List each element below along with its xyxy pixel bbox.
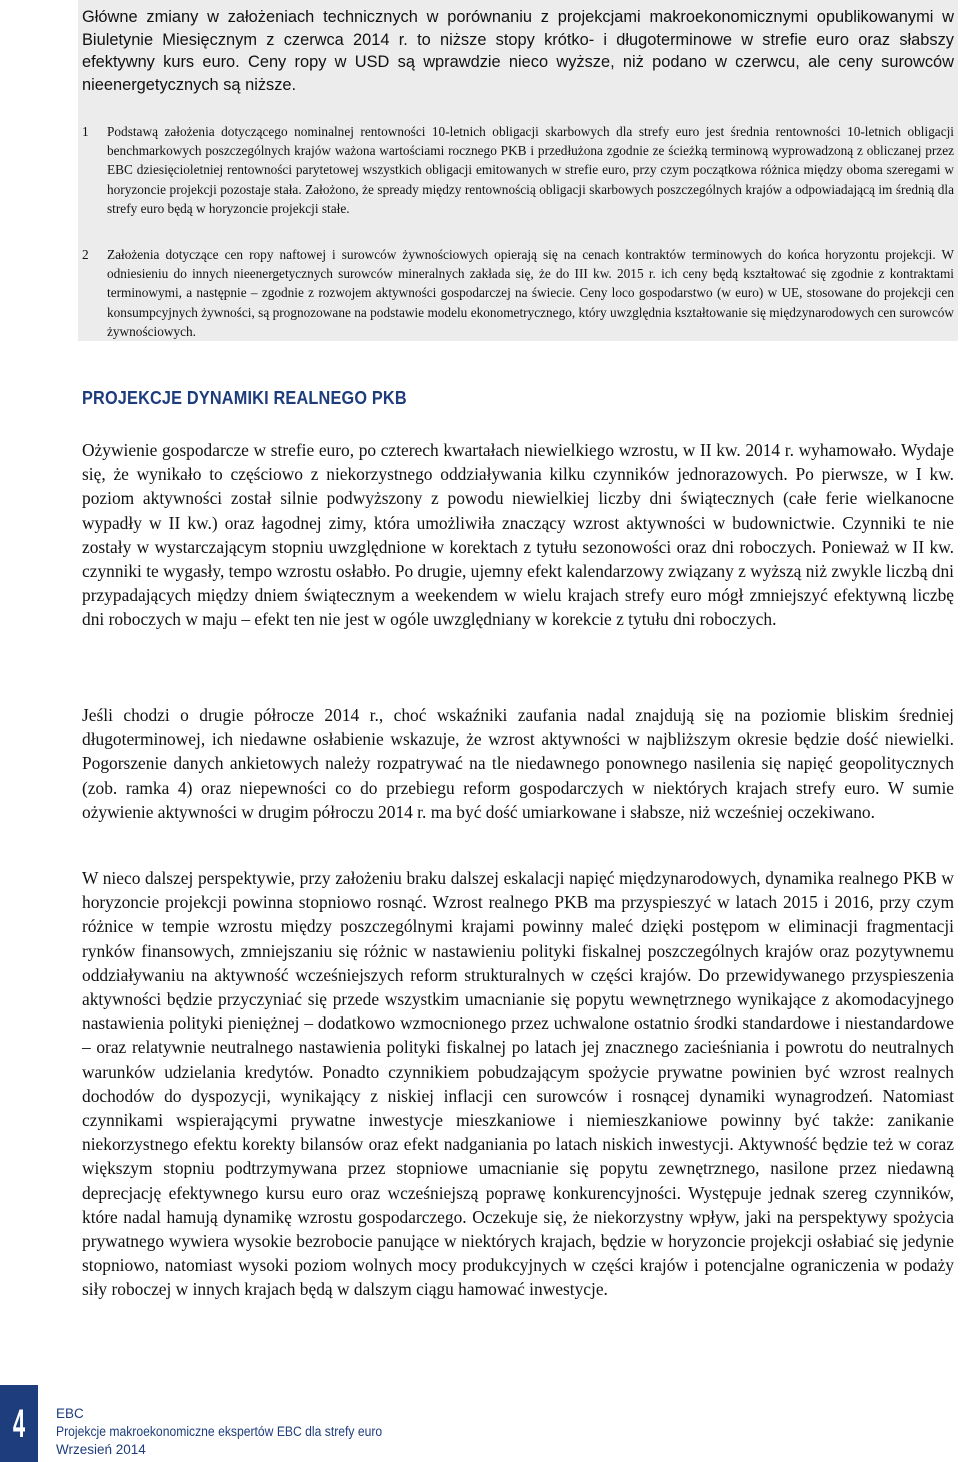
footnote-2 <box>82 245 954 341</box>
body-paragraph-3: W nieco dalszej perspektywie, przy założeniu braku dalszej eskalacji napięć międzynarodowych, dynamika realnego PKB w horyzoncie projekcji powinna stopniowo rosnąć. Wzrost realnego PKB ma przyspieszyć w latach 2015 i 2016, przy czym różnice w tempie wzrostu między poszczególnymi krajami powinny maleć dzięki postępom w eliminacji fragmentacji rynków finansowych, zmniejszaniu się różnic w nastawieniu polityki fiskalnej poszczególnych krajów oraz pozytywnemu oddziaływaniu na aktywność wcześniejszych reform strukturalnych w części krajów. Do przewidywanego przyspieszenia aktywności będzie przyczyniać się przede wszystkim umacnianie się popytu wewnętrznego wynikające z akomodacyjnego nastawienia polityki pieniężnej – dodatkowo wzmocnionego przez uchwalone ostatnio środki standardowe i niestandardowe – oraz relatywnie neutralnego nastawienia polityki fiskalnej po latach jej znacznego zacieśniania i powrotu do neutralnych warunków udzielania kredytów. Ponadto czynnikiem pobudzającym spożycie prywatne powinien być wzrost realnych dochodów do dyspozycji, wynikający z niskiej inflacji cen surowców i rosnącej dynamiki wynagrodzeń. Natomiast czynnikami wspierającymi prywatne inwestycje mieszkaniowe i niemieszkaniowe powinny być także: zanikanie niekorzystnego efektu korekty bilansów oraz efekt nadganiania po latach niskich inwestycji. Aktywność będzie też w coraz większym stopniu podtrzymywana przez stopniowe umacnianie się popytu zewnętrznego, nasilone przez niedawną deprecjację efektywnego kursu euro oraz wcześniejszą poprawę konkurencyjności. Występuje jednak szereg czynników, które nadal hamują dynamikę wzrostu gospodarczego. Oczekuje się, że niekorzystny wpływ, jaki na perspektywy spożycia prywatnego wywiera wysokie bezrobocie panujące w niektórych krajach, będzie w horyzoncie projekcji osłabiać się jedynie stopniowo, natomiast wysoki poziom wolnych mocy produkcyjnych w części krajów i potencjalne ograniczenia w podaży siły roboczej w innych krajach będą w dalszym ciągu hamować inwestycje. <box>82 868 954 1300</box>
footer-organization: EBC <box>56 1406 84 1421</box>
footnote-1 <box>82 122 954 218</box>
footnote-number: 2 <box>82 247 89 262</box>
footer-date: Wrzesień 2014 <box>56 1442 146 1457</box>
body-paragraph-1: Ożywienie gospodarcze w strefie euro, po czterech kwartałach niewielkiego wzrostu, w II kw. 2014 r. wyhamowało. Wydaje się, że wynikało to częściowo z niekorzystnego oddziaływania kilku czynników jednorazowych. Po pierwsze, w I kw. poziom aktywności został silnie podwyższony z powodu niewielkiej liczby dni świątecznych (całe ferie wielkanocne wypadły w II kw.) oraz łagodnej zimy, która umożliwiła znaczący wzrost aktywności w budownictwie. Czynniki te nie zostały w wystarczającym stopniu uwzględnione w korektach z tytułu sezonowości oraz dni roboczych. Ponieważ w II kw. czynniki te wygasły, tempo wzrostu osłabło. Po drugie, ujemny efekt kalendarzowy związany z wyższą niż zwykle liczbą dni przypadających między dniem świątecznym a weekendem w wielu krajach strefy euro mógł zmniejszyć efektywną liczbę dni roboczych w maju – efekt ten nie jest w ogóle uwzględniany w korekcie z tytułu dni roboczych. <box>82 440 954 630</box>
section-heading: PROJEKCJE DYNAMIKI REALNEGO PKB <box>82 387 407 408</box>
footer-publication-title: Projekcje makroekonomiczne ekspertów EBC dla strefy euro <box>56 1424 383 1439</box>
box-intro-paragraph: Główne zmiany w założeniach technicznych w porównaniu z projekcjami makroekonomicznymi opublikowanymi w Biuletynie Miesięcznym z czerwca 2014 r. to niższe stopy krótko- i długoterminowe w strefie euro oraz słabszy efektywny kurs euro. Ceny ropy w USD są wprawdzie nieco wyższe, niż podano w czerwcu, ale ceny surowców nieenergetycznych są niższe. <box>82 8 954 94</box>
footnote-number: 1 <box>82 124 89 139</box>
footnote-text: Założenia dotyczące cen ropy naftowej i surowców żywnościowych opierają się na cenach kontraktów terminowych do końca horyzontu projekcji. W odniesieniu do innych nieenergetycznych surowców mineralnych zakłada się, że do III kw. 2015 r. ich ceny będą kształtować się zgodnie z kontraktami terminowymi, a następnie – zgodnie z rozwojem aktywności gospodarczej na świecie. Ceny loco gospodarstwo (w euro) w UE, stosowane do projekcji cen konsumpcyjnych żywności, są prognozowane na podstawie modelu ekonometrycznego, który uwzględnia kształtowanie się międzynarodowych cen surowców żywnościowych. <box>107 247 954 339</box>
footnote-text: Podstawą założenia dotyczącego nominalnej rentowności 10-letnich obligacji skarbowych dla strefy euro jest średnia rentowności 10-letnich obligacji benchmarkowych poszczególnych krajów ważona wartościami rocznego PKB i przedłużona zgodnie ze ścieżką terminową wyprowadzoną z obliczanej przez EBC dziesięcioletniej rentowności parytetowej wszystkich obligacji emitowanych w strefie euro, przy czym początkowa różnica między oboma szeregami w horyzoncie projekcji pozostaje stała. Założono, że spready między rentownością obligacji skarbowych poszczególnych krajów a odpowiadającą im średnią dla strefy euro będą w horyzoncie projekcji stałe. <box>107 124 954 216</box>
body-paragraph-2: Jeśli chodzi o drugie półrocze 2014 r., choć wskaźniki zaufania nadal znajdują się na poziomie bliskim średniej długoterminowej, ich niedawne osłabienie wskazuje, że wzrost aktywności w najbliższym okresie będzie dość niewielki. Pogorszenie danych ankietowych należy rozpatrywać na tle niedawnego ponownego nasilenia się napięć geopolitycznych (zob. ramka 4) oraz niepewności co do przebiegu reform gospodarczych w niektórych krajach strefy euro. W sumie ożywienie aktywności w drugim półroczu 2014 r. ma być dość umiarkowane i słabsze, niż wcześniej oczekiwano. <box>82 705 954 822</box>
page-number: 4 <box>12 1402 26 1446</box>
